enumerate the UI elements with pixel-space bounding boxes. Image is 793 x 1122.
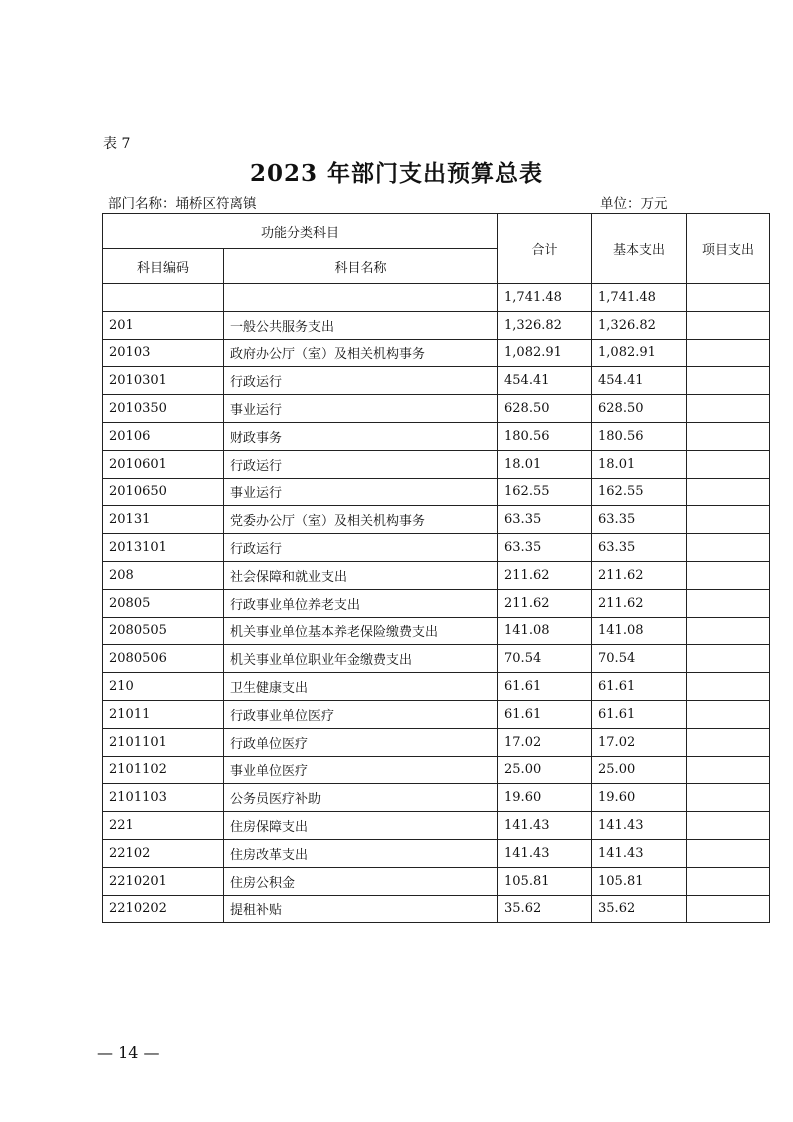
subject-name-cell: 行政事业单位养老支出 [224,589,498,617]
table-row [103,422,770,450]
subject-code-cell: 2101102 [103,756,224,784]
basic-expenditure-cell: 25.00 [592,756,687,784]
total-cell: 211.62 [498,589,592,617]
subject-code-cell: 2210202 [103,895,224,923]
table-row [103,617,770,645]
total-cell: 105.81 [498,867,592,895]
subject-code-cell: 221 [103,812,224,840]
table-row [103,311,770,339]
subject-name-cell [224,284,498,312]
project-expenditure-cell [687,839,770,867]
subject-code-cell: 201 [103,311,224,339]
subject-name-cell: 机关事业单位职业年金缴费支出 [224,645,498,673]
project-expenditure-cell [687,645,770,673]
project-expenditure-cell [687,478,770,506]
total-cell: 628.50 [498,395,592,423]
basic-expenditure-cell: 211.62 [592,589,687,617]
project-expenditure-header: 项目支出 [687,214,770,284]
subject-code-cell: 2010601 [103,450,224,478]
total-cell: 63.35 [498,506,592,534]
subject-code-cell: 2080506 [103,645,224,673]
table-row [103,589,770,617]
total-cell: 1,082.91 [498,339,592,367]
project-expenditure-cell [687,673,770,701]
subject-name-cell: 公务员医疗补助 [224,784,498,812]
basic-expenditure-cell: 63.35 [592,534,687,562]
subject-name-cell: 行政单位医疗 [224,728,498,756]
basic-expenditure-cell: 454.41 [592,367,687,395]
table-row [103,367,770,395]
table-row [103,839,770,867]
basic-expenditure-cell: 141.43 [592,839,687,867]
subject-name-cell: 党委办公厅（室）及相关机构事务 [224,506,498,534]
subject-code-cell: 2010650 [103,478,224,506]
subject-code-cell: 208 [103,561,224,589]
basic-expenditure-cell: 35.62 [592,895,687,923]
subject-code-cell: 2013101 [103,534,224,562]
subject-code-cell: 2080505 [103,617,224,645]
project-expenditure-cell [687,561,770,589]
table-row [103,450,770,478]
project-expenditure-cell [687,311,770,339]
total-cell: 63.35 [498,534,592,562]
project-expenditure-cell [687,812,770,840]
project-expenditure-cell [687,395,770,423]
basic-expenditure-cell: 141.43 [592,812,687,840]
basic-expenditure-cell: 1,082.91 [592,339,687,367]
subject-code-cell: 2010350 [103,395,224,423]
table-row [103,534,770,562]
subject-name-cell: 财政事务 [224,422,498,450]
total-cell: 19.60 [498,784,592,812]
subject-name-cell: 事业运行 [224,395,498,423]
basic-expenditure-cell: 61.61 [592,673,687,701]
table-row [103,339,770,367]
basic-expenditure-cell: 628.50 [592,395,687,423]
basic-expenditure-cell: 61.61 [592,700,687,728]
subject-name-header: 科目名称 [224,249,498,284]
subject-name-cell: 行政事业单位医疗 [224,700,498,728]
basic-expenditure-cell: 1,326.82 [592,311,687,339]
project-expenditure-cell [687,284,770,312]
project-expenditure-cell [687,700,770,728]
basic-expenditure-header: 基本支出 [592,214,687,284]
subject-code-cell: 22102 [103,839,224,867]
basic-expenditure-cell: 105.81 [592,867,687,895]
subject-code-cell: 20106 [103,422,224,450]
table-row [103,756,770,784]
total-cell: 180.56 [498,422,592,450]
subject-code-header: 科目编码 [103,249,224,284]
budget-table [102,213,770,923]
subject-code-cell: 21011 [103,700,224,728]
subject-code-cell: 2101101 [103,728,224,756]
project-expenditure-cell [687,339,770,367]
total-cell: 162.55 [498,478,592,506]
basic-expenditure-cell: 19.60 [592,784,687,812]
project-expenditure-cell [687,867,770,895]
project-expenditure-cell [687,589,770,617]
subject-name-cell: 住房公积金 [224,867,498,895]
total-cell: 70.54 [498,645,592,673]
table-row [103,645,770,673]
subject-code-cell: 20131 [103,506,224,534]
total-cell: 1,326.82 [498,311,592,339]
basic-expenditure-cell: 63.35 [592,506,687,534]
project-expenditure-cell [687,422,770,450]
basic-expenditure-cell: 162.55 [592,478,687,506]
total-cell: 141.43 [498,839,592,867]
total-cell: 18.01 [498,450,592,478]
total-cell: 25.00 [498,756,592,784]
table-row [103,784,770,812]
page-title: 2023 年部门支出预算总表 [249,160,544,187]
subject-name-cell: 政府办公厅（室）及相关机构事务 [224,339,498,367]
subject-name-cell: 一般公共服务支出 [224,311,498,339]
table-row [103,728,770,756]
page-number: — 14 — [97,1043,160,1062]
table-row [103,895,770,923]
subject-name-cell: 卫生健康支出 [224,673,498,701]
table-label: 表 7 [103,136,131,152]
functional-category-header: 功能分类科目 [103,214,498,249]
table-row [103,478,770,506]
table-row [103,506,770,534]
total-header: 合计 [498,214,592,284]
basic-expenditure-cell: 70.54 [592,645,687,673]
subject-name-cell: 行政运行 [224,450,498,478]
total-cell: 17.02 [498,728,592,756]
project-expenditure-cell [687,534,770,562]
total-cell: 141.43 [498,812,592,840]
basic-expenditure-cell: 141.08 [592,617,687,645]
subject-name-cell: 住房保障支出 [224,812,498,840]
subject-code-cell: 210 [103,673,224,701]
subject-name-cell: 行政运行 [224,367,498,395]
total-cell: 211.62 [498,561,592,589]
table-row [103,673,770,701]
subject-name-cell: 机关事业单位基本养老保险缴费支出 [224,617,498,645]
subject-code-cell [103,284,224,312]
basic-expenditure-cell: 17.02 [592,728,687,756]
subject-name-cell: 住房改革支出 [224,839,498,867]
total-cell: 454.41 [498,367,592,395]
unit-label: 单位：万元 [600,196,668,212]
project-expenditure-cell [687,895,770,923]
total-cell: 1,741.48 [498,284,592,312]
table-row [103,284,770,312]
basic-expenditure-cell: 18.01 [592,450,687,478]
subject-code-cell: 2210201 [103,867,224,895]
table-row [103,561,770,589]
table-row [103,867,770,895]
total-cell: 35.62 [498,895,592,923]
project-expenditure-cell [687,367,770,395]
table-row [103,700,770,728]
subject-code-cell: 2010301 [103,367,224,395]
subject-name-cell: 行政运行 [224,534,498,562]
subject-name-cell: 事业单位医疗 [224,756,498,784]
subject-code-cell: 2101103 [103,784,224,812]
project-expenditure-cell [687,450,770,478]
subject-code-cell: 20103 [103,339,224,367]
project-expenditure-cell [687,506,770,534]
basic-expenditure-cell: 180.56 [592,422,687,450]
project-expenditure-cell [687,728,770,756]
total-cell: 141.08 [498,617,592,645]
table-row [103,812,770,840]
project-expenditure-cell [687,784,770,812]
basic-expenditure-cell: 1,741.48 [592,284,687,312]
subject-name-cell: 事业运行 [224,478,498,506]
subject-code-cell: 20805 [103,589,224,617]
total-cell: 61.61 [498,700,592,728]
project-expenditure-cell [687,617,770,645]
project-expenditure-cell [687,756,770,784]
subject-name-cell: 提租补贴 [224,895,498,923]
department-name: 部门名称：埇桥区符离镇 [108,196,257,212]
basic-expenditure-cell: 211.62 [592,561,687,589]
subject-name-cell: 社会保障和就业支出 [224,561,498,589]
total-cell: 61.61 [498,673,592,701]
table-row [103,395,770,423]
